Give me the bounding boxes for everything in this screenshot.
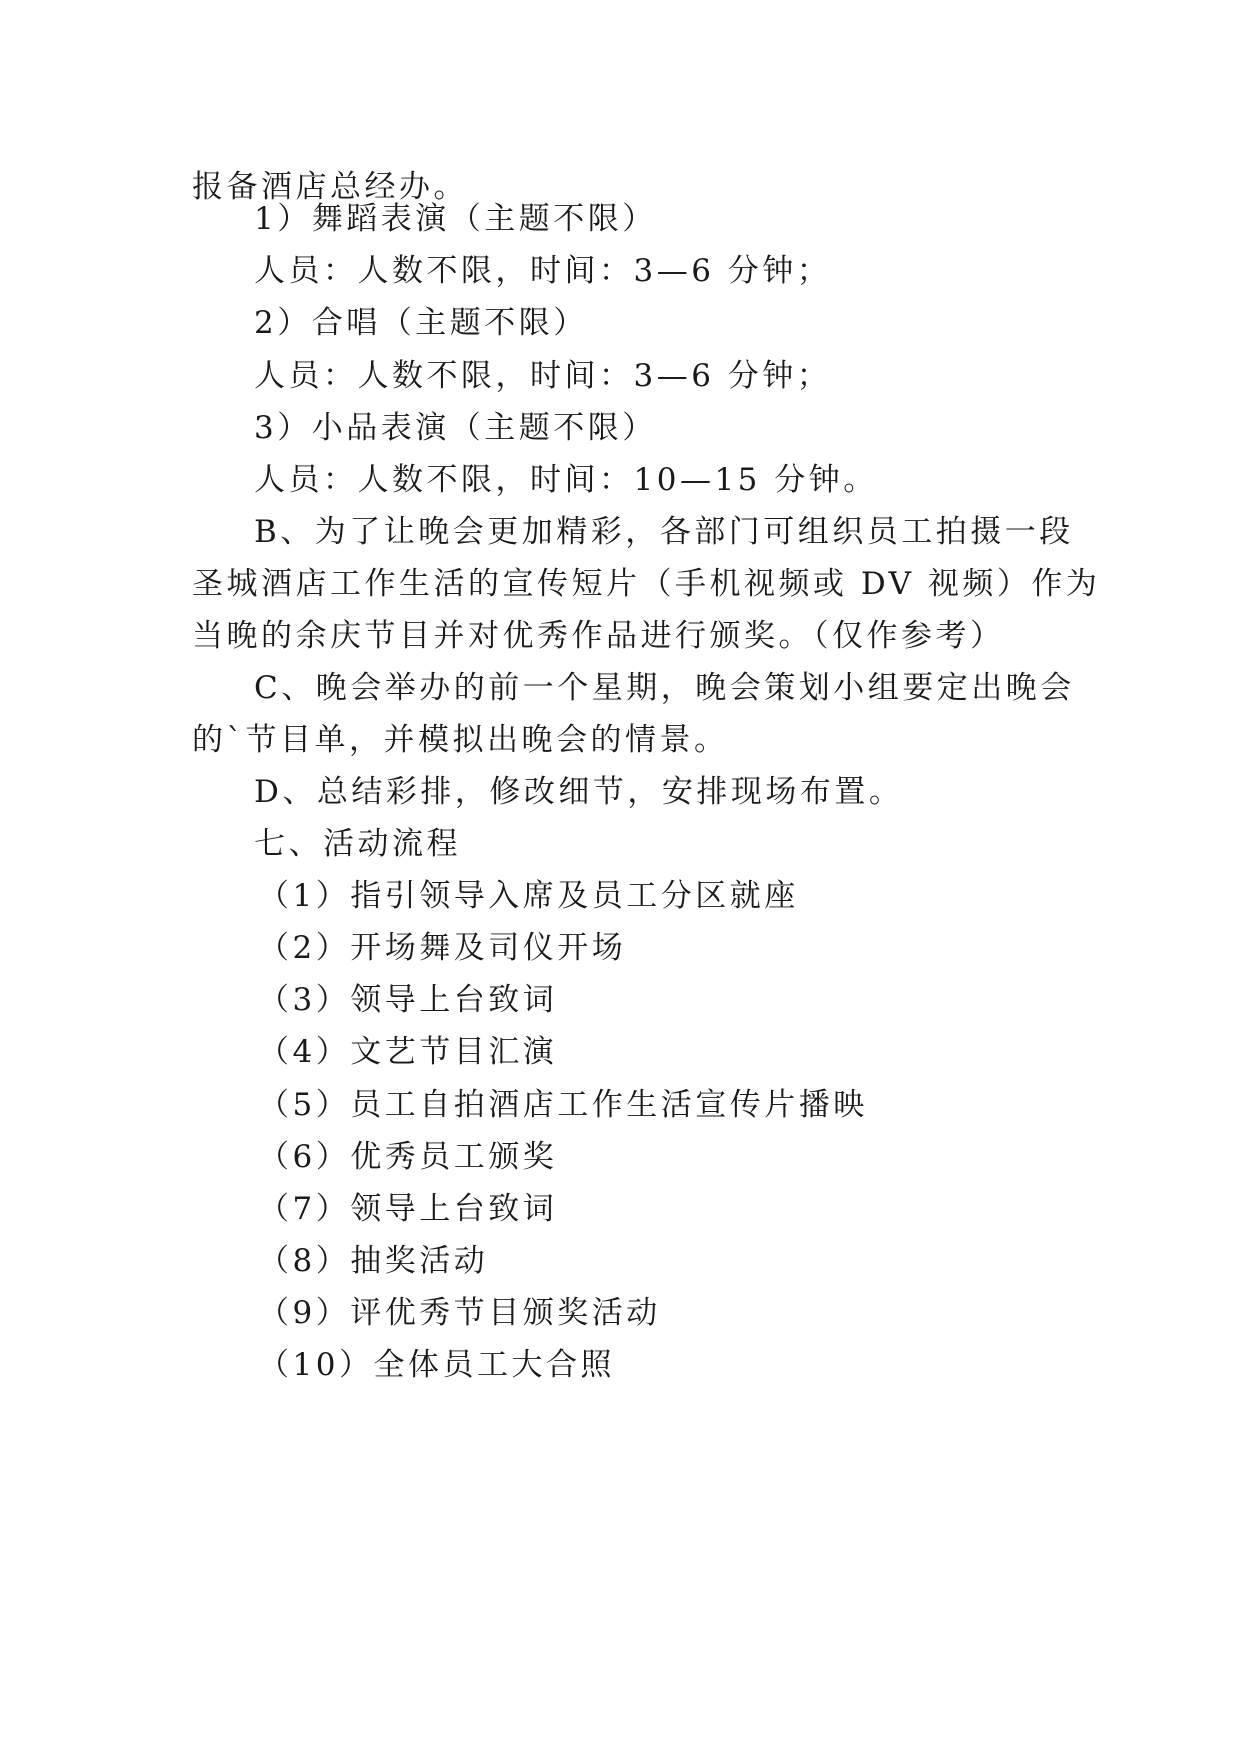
- section-heading: 七、活动流程: [254, 826, 461, 862]
- flow-item: （9）评优秀节目颁奖活动: [258, 1295, 661, 1331]
- item-detail: 人员：人数不限，时间：10—15 分钟。: [254, 462, 878, 498]
- flow-item: （6）优秀员工颁奖: [258, 1139, 558, 1175]
- item-heading: 3）小品表演（主题不限）: [254, 410, 657, 446]
- item-heading: 1）舞蹈表演（主题不限）: [254, 201, 657, 237]
- paragraph-line: C、晚会举办的前一个星期，晚会策划小组要定出晚会: [254, 670, 1075, 706]
- item-detail: 人员：人数不限，时间：3—6 分钟；: [254, 253, 832, 289]
- flow-item: （5）员工自拍酒店工作生活宣传片播映: [258, 1087, 868, 1123]
- paragraph-line: 当晚的余庆节目并对优秀作品进行颁奖。（仅作参考）: [192, 618, 1005, 654]
- flow-item: （8）抽奖活动: [258, 1243, 489, 1279]
- item-heading: 2）合唱（主题不限）: [254, 305, 588, 341]
- paragraph-line: 报备酒店总经办。: [192, 169, 468, 205]
- flow-item: （3）领导上台致词: [258, 982, 558, 1018]
- flow-item: （1）指引领导入席及员工分区就座: [258, 878, 799, 914]
- paragraph-line: D、总结彩排，修改细节，安排现场布置。: [254, 774, 904, 810]
- paragraph-line: B、为了让晚会更加精彩，各部门可组织员工拍摄一段: [254, 514, 1074, 550]
- flow-item: （4）文艺节目汇演: [258, 1034, 558, 1070]
- paragraph-line: 的`节目单，并模拟出晚会的情景。: [192, 722, 729, 758]
- item-detail: 人员：人数不限，时间：3—6 分钟；: [254, 358, 832, 394]
- paragraph-line: 圣城酒店工作生活的宣传短片（手机视频或 DV 视频）作为: [192, 566, 1101, 602]
- flow-item: （10）全体员工大合照: [258, 1347, 615, 1383]
- flow-item: （7）领导上台致词: [258, 1191, 558, 1227]
- flow-item: （2）开场舞及司仪开场: [258, 930, 627, 966]
